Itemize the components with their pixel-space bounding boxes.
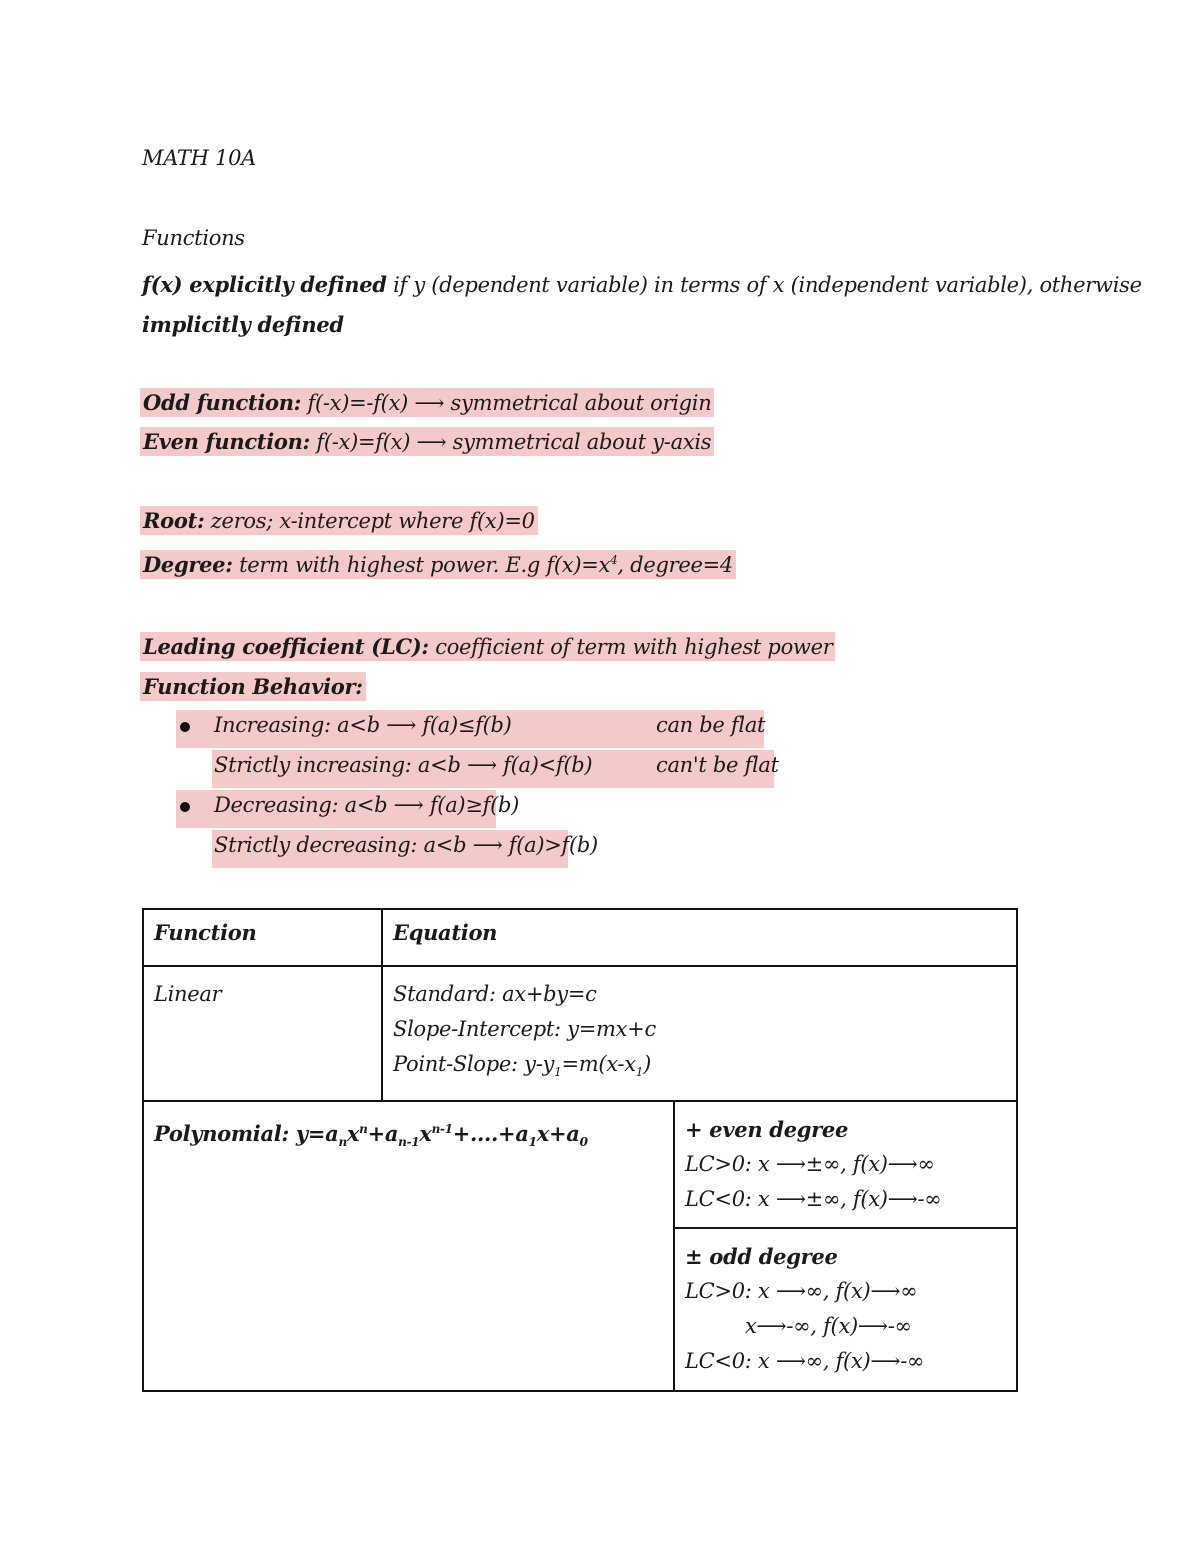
explicit-term: f(x) explicitly defined bbox=[142, 272, 387, 297]
poly-sub-n: n bbox=[338, 1135, 347, 1150]
root-label: Root: bbox=[143, 508, 205, 533]
standard-form: Standard: ax+by=c bbox=[393, 982, 597, 1006]
root-note bbox=[140, 506, 538, 535]
decreasing-text: Decreasing: a<b ⟶ f(a)≥f(b) bbox=[214, 793, 520, 817]
increasing-text: Increasing: a<b ⟶ f(a)≤f(b) bbox=[214, 713, 512, 737]
bullet-icon bbox=[180, 722, 190, 732]
strict-decreasing-text: Strictly decreasing: a<b ⟶ f(a)>f(b) bbox=[214, 833, 598, 857]
odd-degree-neg: LC<0: x ⟶∞, f(x)⟶-∞ bbox=[685, 1349, 925, 1374]
poly-tail: +....+a bbox=[452, 1121, 529, 1147]
leading-label: Leading coefficient (LC): bbox=[143, 634, 429, 659]
odd-degree-pos1: LC>0: x ⟶∞, f(x)⟶∞ bbox=[685, 1279, 918, 1304]
explicit-rest: if y (dependent variable) in terms of x (independent variable), otherwise bbox=[386, 273, 1142, 297]
ps-c: ) bbox=[643, 1052, 652, 1076]
even-degree-title: + even degree bbox=[685, 1117, 849, 1143]
degree-label: Degree: bbox=[143, 552, 233, 577]
root-text: zeros; x-intercept where f(x)=0 bbox=[204, 509, 535, 533]
poly-x2: x bbox=[419, 1121, 432, 1147]
odd-text: f(-x)=-f(x) ⟶ symmetrical about origin bbox=[301, 391, 712, 415]
strict-increasing-note: can't be flat bbox=[656, 753, 779, 777]
linear-equations bbox=[382, 966, 1017, 1101]
even-degree-pos: LC>0: x ⟶±∞, f(x)⟶∞ bbox=[685, 1152, 935, 1177]
strict-increasing-text: Strictly increasing: a<b ⟶ f(a)<f(b) bbox=[214, 753, 593, 777]
even-text: f(-x)=f(x) ⟶ symmetrical about y-axis bbox=[310, 430, 712, 454]
even-function-note bbox=[140, 427, 714, 456]
odd-label: Odd function: bbox=[143, 390, 302, 415]
polynomial-formula bbox=[154, 1112, 663, 1160]
polynomial-row-1 bbox=[143, 1101, 1017, 1228]
function-behavior-heading: Function Behavior: bbox=[140, 672, 366, 701]
slope-intercept-form: Slope-Intercept: y=mx+c bbox=[393, 1017, 656, 1041]
page-title: MATH 10A bbox=[142, 146, 257, 170]
ps-sub1: 1 bbox=[554, 1065, 562, 1080]
ps-a: Point-Slope: y-y bbox=[393, 1052, 555, 1076]
header-equation: Equation bbox=[382, 909, 1017, 966]
poly-sub-1: 1 bbox=[528, 1135, 537, 1150]
odd-degree-pos2: x⟶-∞, f(x)⟶-∞ bbox=[745, 1314, 912, 1339]
linear-cell bbox=[143, 966, 382, 1101]
odd-function-note bbox=[140, 388, 714, 417]
ps-b: =m(x-x bbox=[561, 1052, 636, 1076]
even-label: Even function: bbox=[143, 429, 311, 454]
poly-plus: +a bbox=[367, 1121, 399, 1147]
function-table bbox=[142, 908, 1018, 1392]
table-header-row bbox=[143, 909, 1017, 966]
increasing-note: can be flat bbox=[656, 713, 766, 737]
explicit-definition bbox=[142, 272, 1142, 297]
polynomial-cell bbox=[143, 1101, 674, 1391]
ps-sub2: 1 bbox=[635, 1065, 644, 1080]
leading-coefficient-note bbox=[140, 632, 835, 661]
linear-label: Linear bbox=[154, 982, 222, 1006]
implicit-line: implicitly defined bbox=[142, 312, 344, 337]
poly-label: Polynomial: y=a bbox=[154, 1121, 339, 1147]
even-degree-cell bbox=[674, 1101, 1017, 1228]
poly-sub-n1: n-1 bbox=[398, 1135, 420, 1150]
odd-degree-title: ± odd degree bbox=[685, 1244, 838, 1270]
degree-text-a: term with highest power. E.g f(x)=x bbox=[232, 553, 611, 577]
poly-sub-0: 0 bbox=[579, 1135, 588, 1150]
leading-text: coefficient of term with highest power bbox=[428, 635, 833, 659]
degree-sup: 4 bbox=[610, 553, 618, 567]
point-slope-form bbox=[393, 1047, 1006, 1090]
odd-degree-cell bbox=[674, 1228, 1017, 1391]
section-heading: Functions bbox=[142, 226, 245, 250]
poly-sup-n: n bbox=[359, 1122, 368, 1137]
header-function: Function bbox=[143, 909, 382, 966]
poly-tail2: x+a bbox=[536, 1121, 580, 1147]
poly-x: x bbox=[346, 1121, 360, 1147]
even-degree-neg: LC<0: x ⟶±∞, f(x)⟶-∞ bbox=[685, 1187, 942, 1212]
degree-note bbox=[140, 550, 736, 579]
bullet-icon bbox=[180, 802, 190, 812]
linear-row bbox=[143, 966, 1017, 1101]
degree-text-b: , degree=4 bbox=[617, 553, 733, 577]
poly-sup-n1: n-1 bbox=[431, 1122, 453, 1137]
